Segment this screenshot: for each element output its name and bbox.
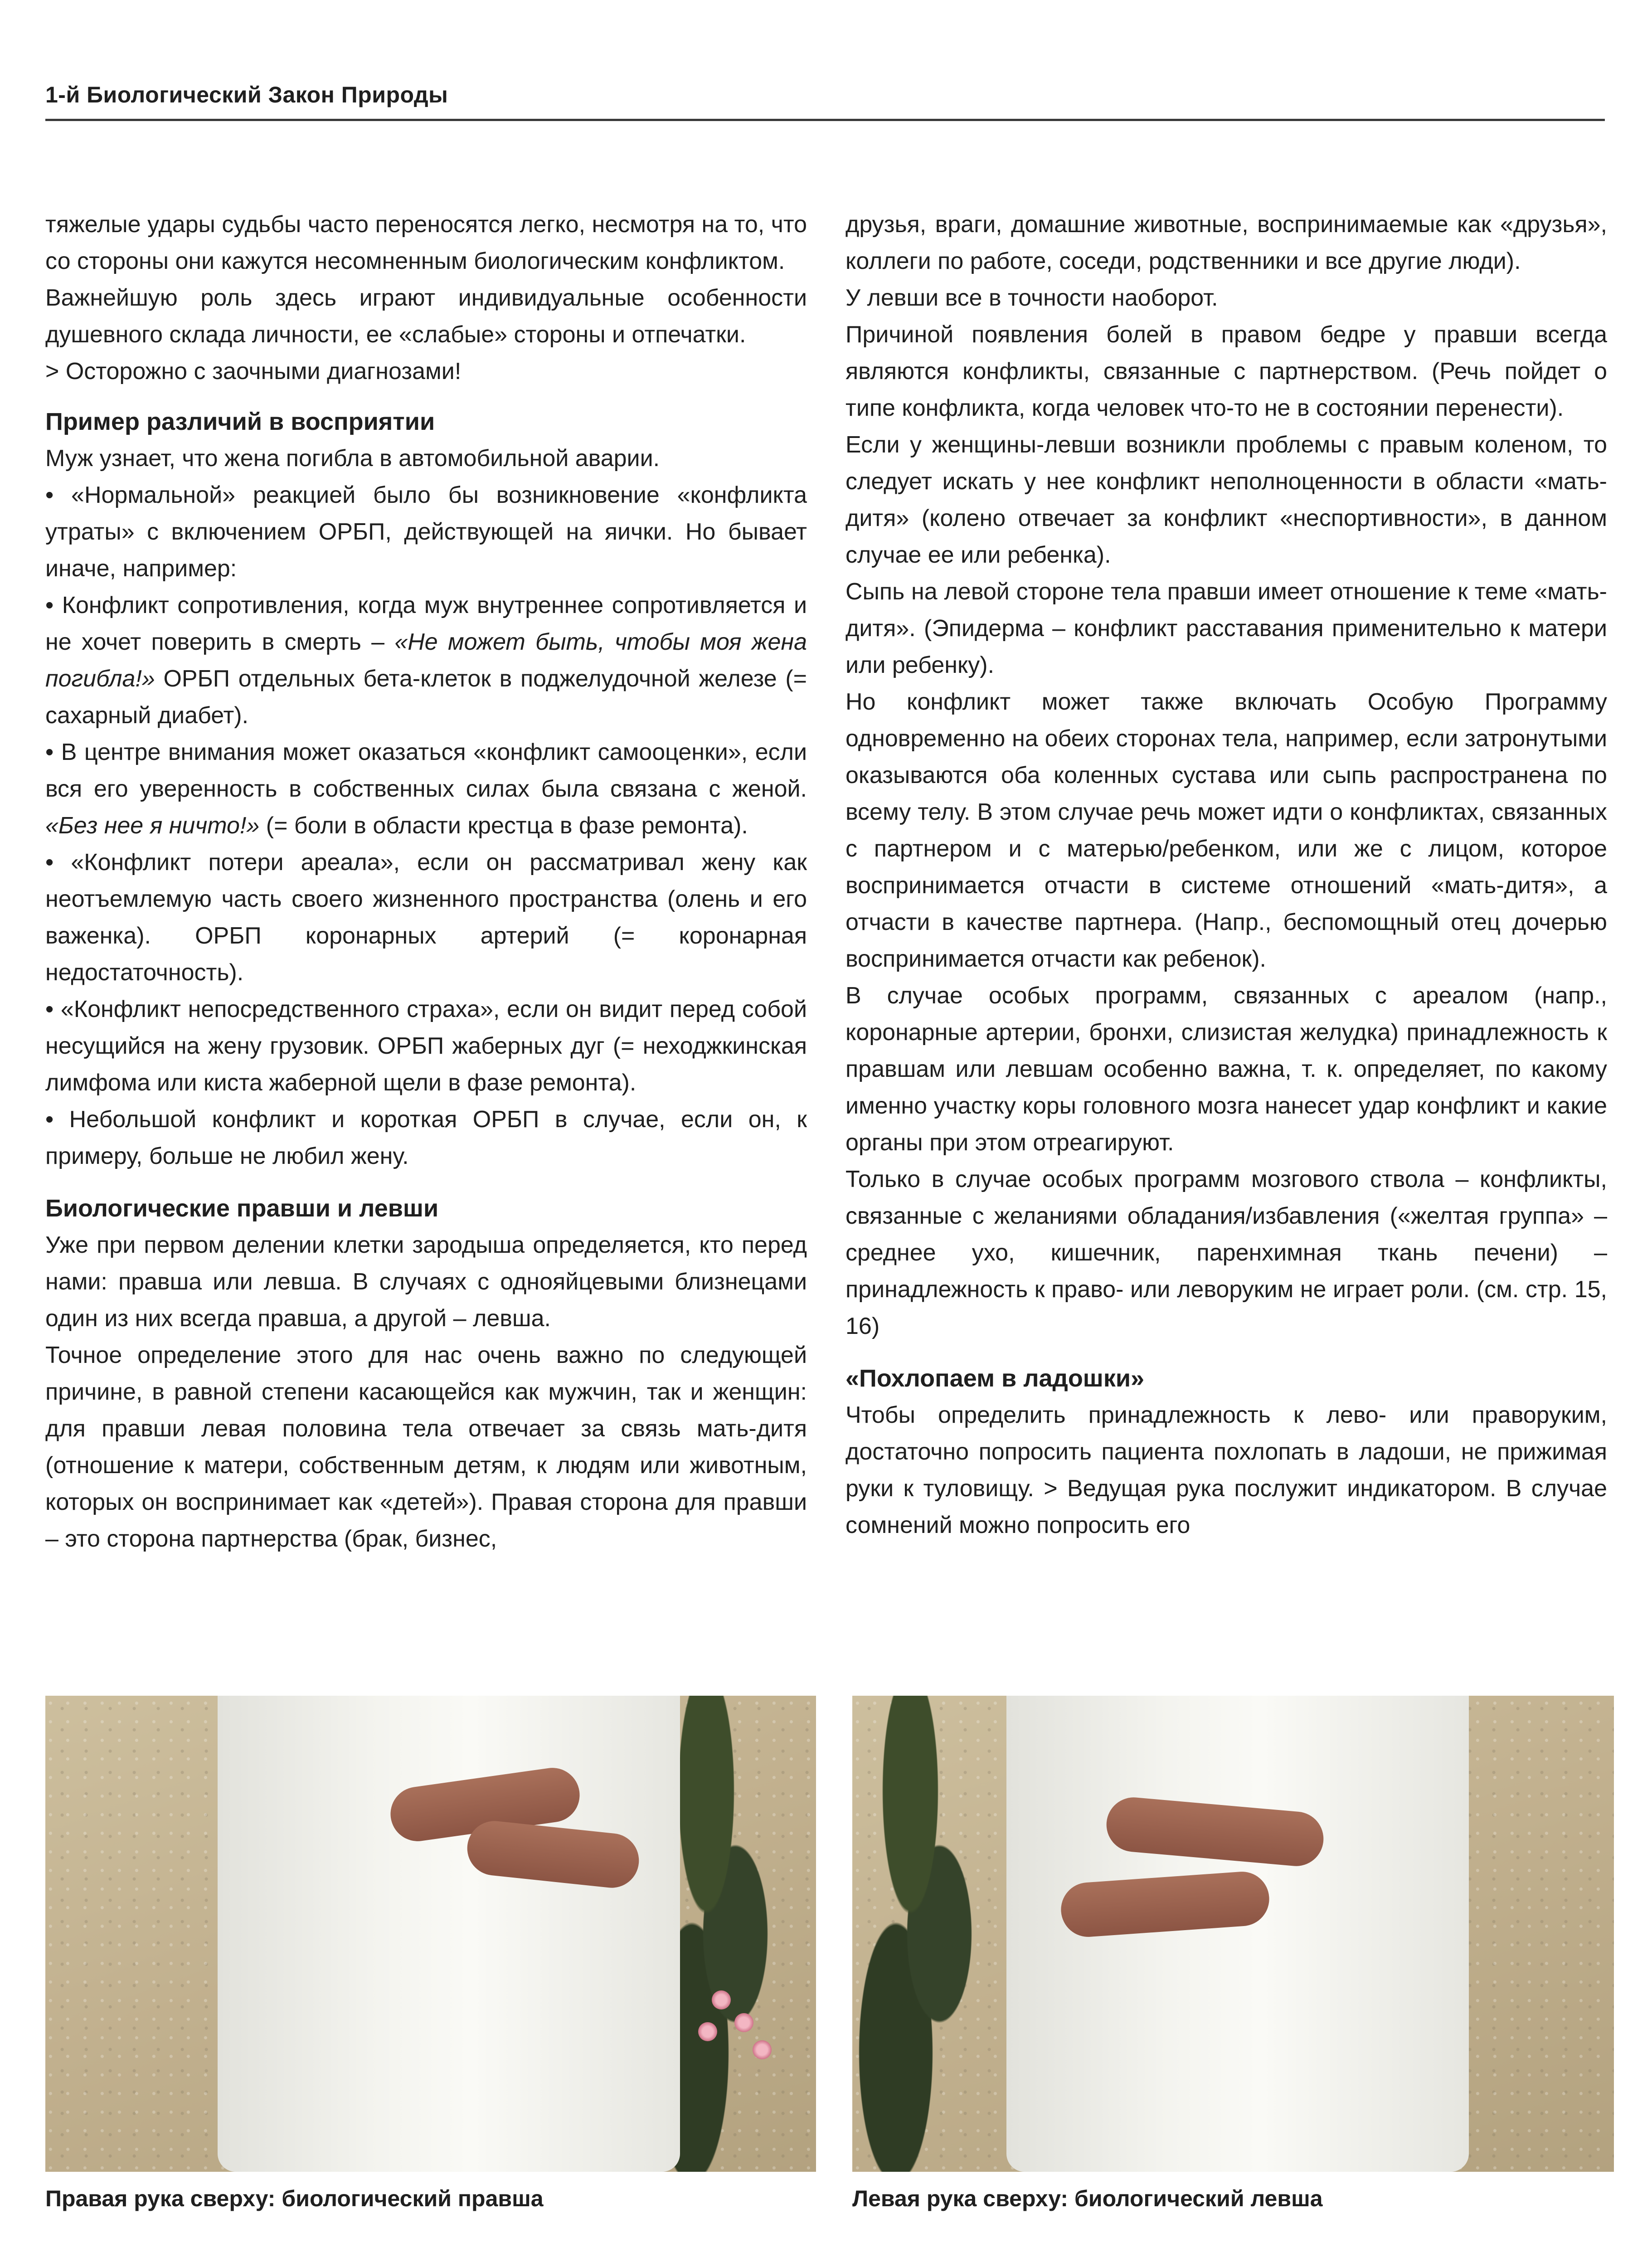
section-heading: «Похлопаем в ладошки» bbox=[845, 1365, 1145, 1392]
paragraph: друзья, враги, домашние животные, воспринимаемые как «друзья», коллеги по работе, соседи, родственники и все другие люди). bbox=[845, 211, 1607, 274]
flower bbox=[712, 1990, 731, 2009]
text-span: • В центре внимания может оказаться «конфликт самооценки», если вся его уверенность в собственных силах была связана с женой. bbox=[45, 739, 807, 802]
text-span: • Конфликт сопротивления, когда муж внутреннее сопротивляется и не хочет поверить в смерть – bbox=[45, 592, 807, 655]
text-span: (= боли в области крестца в фазе ремонта). bbox=[259, 812, 748, 839]
paragraph: Только в случае особых программ мозгового ствола – конфликты, связанные с желаниями обладания/избавления («желтая группа» – среднее ухо, кишечник, паренхимная ткань печени) – принадлежность к право- или леворуким не играет роли. (см. стр. 15, 16) bbox=[845, 1166, 1607, 1339]
section-heading: Пример различий в восприятии bbox=[45, 408, 435, 435]
left-column bbox=[45, 206, 807, 1557]
figure-caption-left: Правая рука сверху: биологический правша bbox=[45, 2186, 544, 2211]
plant-foliage bbox=[852, 1696, 997, 2172]
running-header: 1-й Биологический Закон Природы bbox=[45, 82, 448, 107]
text-span: ОРБП отдельных бета-клеток в поджелудочной железе (= сахарный диабет). bbox=[45, 666, 807, 729]
paragraph: Точное определение этого для нас очень важно по следующей причине, в равной степени касающейся как мужчин, так и женщин: для правши левая половина тела отвечает за связь мать-дитя (отношение к матери, собственным детям, к людям или животным, которых он воспринимает как «детей»). Правая сторона для правши – это сторона партнерства (брак, бизнес, bbox=[45, 1342, 807, 1552]
white-shirt bbox=[218, 1696, 680, 2172]
paragraph: Но конфликт может также включать Особую Программу одновременно на обеих сторонах тела, например, если затронутыми оказываются оба коленных сустава или сыпь распространена по всему телу. В этом случае речь может идти о конфликтах, связанных с партнером и с матерью/ребенком, или же с лицом, которое воспринимается отчасти в системе отношений «мать-дитя», а отчасти в качестве партнера. (Напр., беспомощный отец дочерью воспринимается отчасти как ребенок). bbox=[845, 689, 1607, 972]
right-column bbox=[845, 206, 1607, 1544]
paragraph: У левши все в точности наоборот. bbox=[845, 285, 1218, 311]
italic-quote: «Не может быть, чтобы моя жена погибла!» bbox=[45, 629, 807, 692]
paragraph: • «Нормальной» реакцией было бы возникновение «конфликта утраты» с включением ОРБП, действующей на яички. Но бывает иначе, например: bbox=[45, 482, 807, 582]
paragraph: > Осторожно с заочными диагнозами! bbox=[45, 358, 462, 384]
figure-caption-right: Левая рука сверху: биологический левша bbox=[852, 2186, 1323, 2211]
paragraph: Сыпь на левой стороне тела правши имеет отношение к теме «мать-дитя». (Эпидерма – конфликт расставания применительно к матери или ребенку). bbox=[845, 579, 1607, 678]
paragraph: • «Конфликт потери ареала», если он рассматривал жену как неотъемлемую часть своего жизненного пространства (олень и его важенка). ОРБП коронарных артерий (= коронарная недостаточность). bbox=[45, 849, 807, 986]
section-heading: Биологические правши и левши bbox=[45, 1195, 439, 1222]
paragraph: Уже при первом делении клетки зародыша определяется, кто перед нами: правша или левша. В случаях с однояйцевыми близнецами один из них всегда правша, а другой – левша. bbox=[45, 1232, 807, 1332]
paragraph: Муж узнает, что жена погибла в автомобильной аварии. bbox=[45, 445, 660, 472]
flower bbox=[698, 2022, 717, 2041]
paragraph: тяжелые удары судьбы часто переносятся легко, несмотря на то, что со стороны они кажутся несомненным биологическим конфликтом. bbox=[45, 211, 807, 274]
flower bbox=[734, 2013, 753, 2032]
paragraph: • «Конфликт непосредственного страха», если он видит перед собой несущийся на жену грузовик. ОРБП жаберных дуг (= неходжкинская лимфома или киста жаберной щели в фазе ремонта). bbox=[45, 996, 807, 1096]
paragraph: • Небольшой конфликт и короткая ОРБП в случае, если он, к примеру, больше не любил жену. bbox=[45, 1106, 807, 1169]
header-rule bbox=[45, 119, 1605, 121]
photo-left-hand-on-top bbox=[852, 1696, 1614, 2172]
paragraph: Если у женщины-левши возникли проблемы с правым коленом, то следует искать у нее конфликт неполноценности в области «мать-дитя» (колено отвечает за конфликт «неспортивности», в данном случае ее или ребенка). bbox=[845, 432, 1607, 568]
paragraph: В случае особых программ, связанных с ареалом (напр., коронарные артерии, бронхи, слизистая желудка) принадлежность к правшам или левшам особенно важна, т. к. определяет, по какому именно участку коры головного мозга нанесет удар конфликт и какие органы при этом отреагируют. bbox=[845, 983, 1607, 1156]
flower bbox=[753, 2040, 772, 2059]
italic-quote: «Без нее я ничто!» bbox=[45, 812, 260, 839]
paragraph bbox=[45, 734, 807, 844]
paragraph: Чтобы определить принадлежность к лево- или праворуким, достаточно попросить пациента похлопать в ладоши, не прижимая руки к туловищу. > Ведущая рука послужит индикатором. В случае сомнений можно попросить его bbox=[845, 1402, 1607, 1538]
paragraph: Важнейшую роль здесь играют индивидуальные особенности душевного склада личности, ее «слабые» стороны и отпечатки. bbox=[45, 285, 807, 348]
photo-right-hand-on-top bbox=[45, 1696, 816, 2172]
paragraph: Причиной появления болей в правом бедре у правши всегда являются конфликты, связанные с партнерством. (Речь пойдет о типе конфликта, когда человек что-то не в состоянии перенести). bbox=[845, 321, 1607, 421]
paragraph bbox=[45, 587, 807, 734]
